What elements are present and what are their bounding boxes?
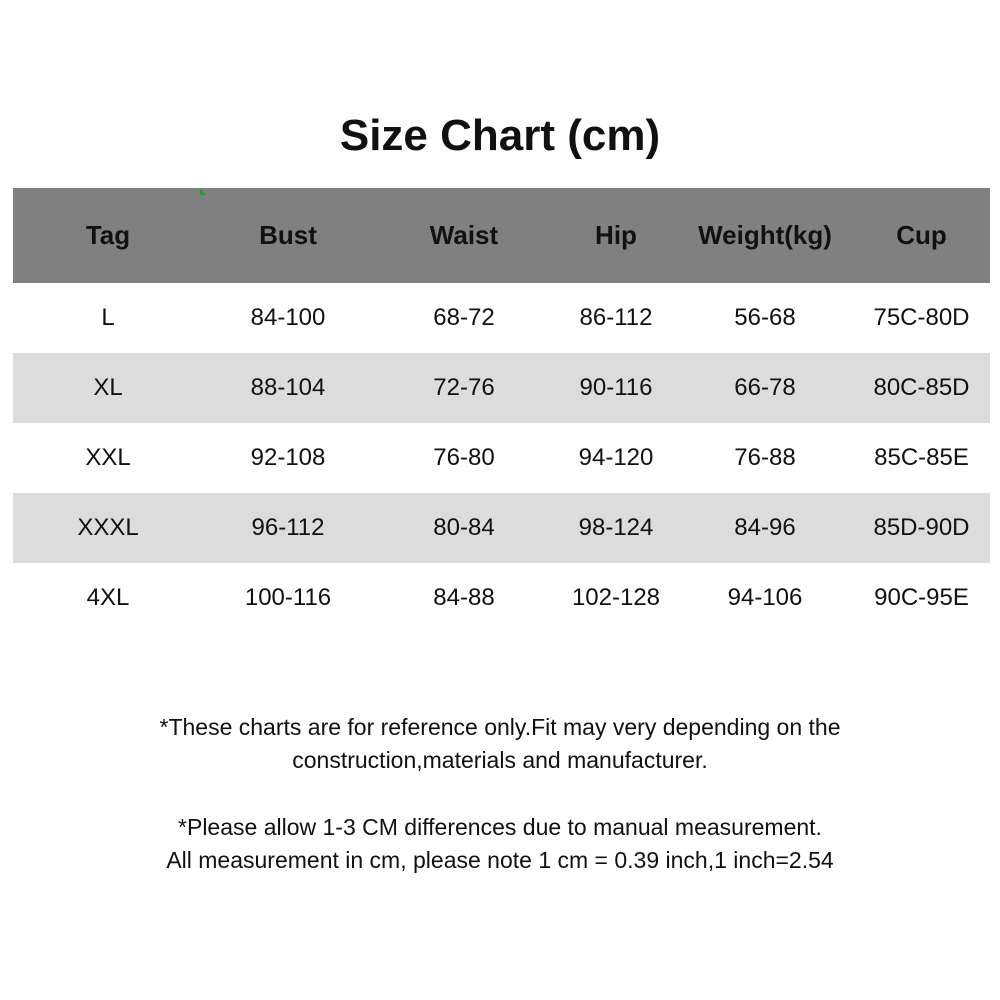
note-line: *These charts are for reference only.Fit may very depending on the [159,714,841,740]
cell-cup: 90C-95E [874,584,969,611]
table-row [13,563,990,633]
page-title: Size Chart (cm) [339,111,661,160]
cell-waist: 84-88 [433,584,495,611]
cell-bust: 92-108 [250,444,326,471]
cell-hip: 98-124 [555,493,677,563]
cell-tag: 4XL [86,584,130,611]
cell-bust: 96-112 [203,493,373,563]
table-row [13,423,990,493]
table-row [13,353,990,423]
header-tag: Tag [13,188,203,283]
cell-weight: 84-96 [677,493,853,563]
cell-weight: 94-106 [727,584,803,611]
header-weight: Weight(kg) [677,188,853,283]
table-row [13,493,990,563]
header-bust: Bust [203,188,373,283]
header-waist: Waist [373,188,555,283]
header-cup: Cup [853,188,990,283]
cell-hip: 86-112 [579,304,653,331]
cell-waist: 80-84 [373,493,555,563]
cell-tag: XL [13,353,203,423]
cell-hip: 94-120 [578,444,654,471]
cell-bust: 100-116 [244,584,332,611]
reference-note [0,711,1000,777]
note-line: *Please allow 1-3 CM differences due to manual measurement. [178,814,822,840]
cell-bust: 84-100 [250,304,326,331]
cell-hip: 90-116 [555,353,677,423]
cell-tag: L [101,304,115,331]
cell-bust: 88-104 [203,353,373,423]
cell-weight: 56-68 [734,304,796,331]
cell-weight: 66-78 [677,353,853,423]
cell-hip: 102-128 [571,584,661,611]
corner-marker-icon [200,189,206,195]
cell-tag: XXL [85,444,131,471]
cell-waist: 72-76 [373,353,555,423]
note-line: construction,materials and manufacturer. [292,747,708,773]
cell-waist: 68-72 [433,304,495,331]
measurement-note [0,811,1000,877]
cell-weight: 76-88 [734,444,796,471]
cell-waist: 76-80 [433,444,495,471]
cell-cup: 75C-80D [873,304,970,331]
header-hip: Hip [555,188,677,283]
size-chart-table [13,188,990,633]
cell-tag: XXXL [13,493,203,563]
cell-cup: 85D-90D [853,493,990,563]
table-row [13,283,990,353]
cell-cup: 80C-85D [853,353,990,423]
note-line: All measurement in cm, please note 1 cm = 0.39 inch,1 inch=2.54 [166,847,834,873]
table-header-row [13,188,990,283]
cell-cup: 85C-85E [874,444,969,471]
